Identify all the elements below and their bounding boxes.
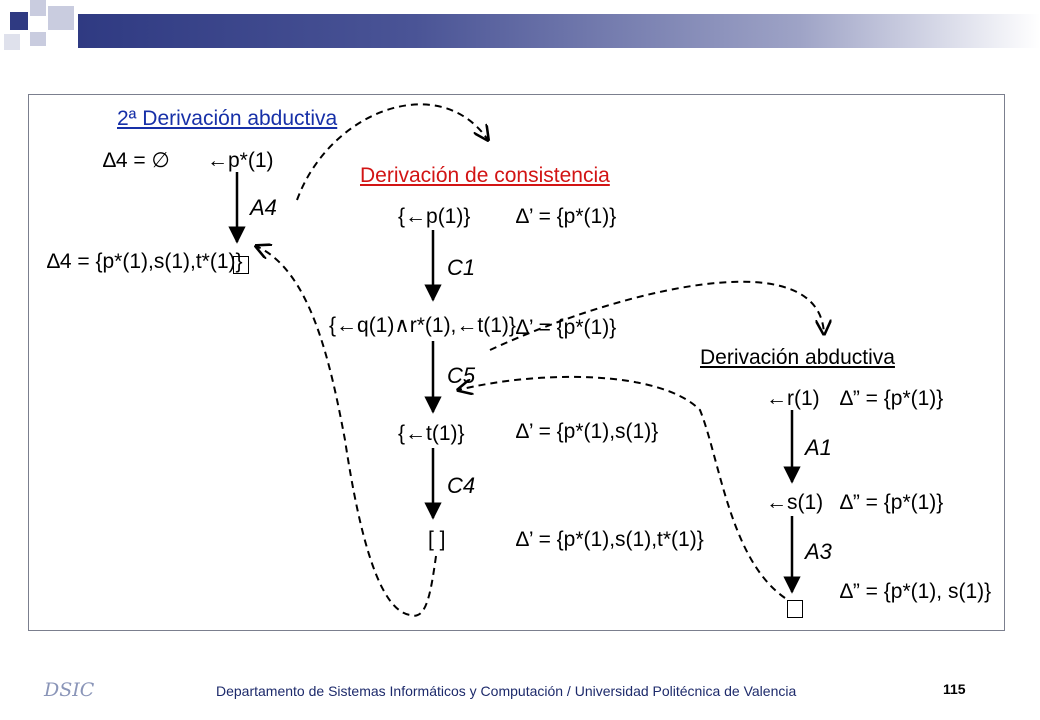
consistency-goal: {←p(1)} [398,205,471,228]
dashed-arrow-to-abductive [490,282,824,350]
abductive2-goal: ←p*(1) [207,149,274,172]
abductive2-delta-initial: ∆4 = ∅ [103,149,170,172]
abductive-goal: ←r(1) [766,387,820,410]
consistency-delta: ∆’ = {p*(1)} [516,316,617,339]
footer-text: Departamento de Sistemas Informáticos y Computación / Universidad Politécnica de Valencia [216,683,797,699]
page-number: 115 [943,681,966,697]
consistency-delta: ∆’ = {p*(1)} [516,205,617,228]
abductive-delta: ∆” = {p*(1)} [840,387,944,410]
abductive2-delta-final: ∆4 = {p*(1),s(1),t*(1)} [47,250,243,273]
dashed-arrow-return-consistency [256,246,436,616]
consistency-goal: {←t(1)} [398,422,465,445]
abductive-title: Derivación abductiva [700,346,895,369]
consistency-step-label: C4 [447,473,476,498]
consistency-goal: {←q(1)∧r*(1),←t(1)} [329,314,516,337]
dsic-logo: DSIC [44,679,95,701]
consistency-step-label: C1 [447,255,476,280]
abductive-step-label: A1 [805,435,832,460]
consistency-delta: ∆’ = {p*(1),s(1)} [516,420,659,443]
abductive2-title: 2ª Derivación abductiva [117,107,338,130]
dashed-arrow-to-consistency [297,104,488,200]
consistency-step-label: C5 [447,363,476,388]
consistency-goal-empty: [ ] [428,528,446,551]
abductive-goal: ←s(1) [766,491,824,514]
abductive2-step-label: A4 [250,195,277,220]
abductive-delta: ∆” = {p*(1), s(1)} [840,580,992,603]
consistency-title: Derivación de consistencia [360,164,610,187]
consistency-delta: ∆’ = {p*(1),s(1),t*(1)} [516,528,704,551]
abductive-delta: ∆” = {p*(1)} [840,491,944,514]
abductive-step-label: A3 [805,539,832,564]
dashed-arrow-return-abductive [458,377,785,598]
